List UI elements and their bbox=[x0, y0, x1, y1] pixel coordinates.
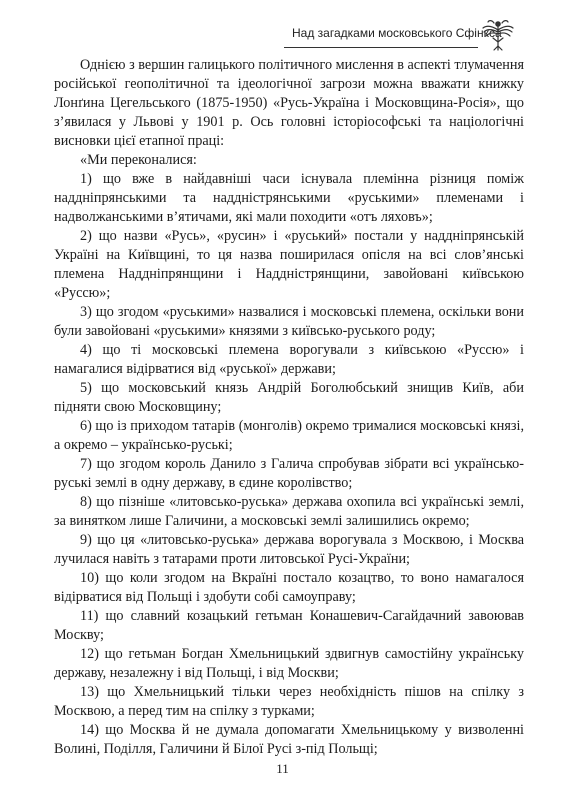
list-item-9: 9) що ця «литовсько-руська» держава ворогувала з Москвою, і Москва лучилася навіть з татарами проти литовської Русі-України; bbox=[54, 532, 524, 567]
list-item-11: 11) що славний козацький гетьман Конашевич-Сагайдачний завоював Москву; bbox=[54, 608, 524, 643]
list-item-12: 12) що гетьман Богдан Хмельницький здвигнув самостійну українську державу, незалежну і від Польщі, і від Москви; bbox=[54, 646, 524, 681]
list-item-3: 3) що згодом «руськими» назвалися і московські племена, оскільки вони були завойовані «руськими» князями з київсько-руського роду; bbox=[54, 304, 524, 339]
running-header bbox=[284, 20, 524, 50]
page-number: 11 bbox=[276, 761, 289, 776]
list-item-14: 14) що Москва й не думала допомагати Хмельницькому у визволенні Волині, Поділля, Галичини й Білої Русі з-під Польщі; bbox=[54, 722, 524, 757]
header-rule bbox=[284, 47, 478, 48]
paragraph-quote-start: «Ми переконалися: bbox=[80, 152, 197, 168]
page-body bbox=[54, 56, 524, 759]
list-item-8: 8) що пізніше «литовсько-руська» держава охопила всі українські землі, за винятком лише Галичини, а московські землі залишились окремо; bbox=[54, 494, 524, 529]
running-header-title: Над загадками московського Сфінкса bbox=[292, 26, 502, 40]
double-headed-eagle-icon bbox=[480, 16, 516, 52]
list-item-1: 1) що вже в найдавніші часи існувала племінна різниця поміж наддніпрянськими та наддністрянськими «руськими» племенами і надволжанськими в’ятичами, які мали походити «отъ ляховъ»; bbox=[54, 171, 524, 225]
list-item-4: 4) що ті московські племена ворогували з київською «Руссю» і намагалися відірватися від «руської» держави; bbox=[54, 342, 524, 377]
list-item-10: 10) що коли згодом на Вкраїні постало козацтво, то воно намагалося відірватися від Польщі і здобути собі самоуправу; bbox=[54, 570, 524, 605]
list-item-6: 6) що із приходом татарів (монголів) окремо трималися московські князі, а окремо – українсько-руські; bbox=[54, 418, 524, 453]
list-item-7: 7) що згодом король Данило з Галича спробував зібрати всі українсько-руські землі в одну державу, в єдине королівство; bbox=[54, 456, 524, 491]
list-item-5: 5) що московський князь Андрій Боголюбський знищив Київ, аби підняти свою Московщину; bbox=[54, 380, 524, 415]
paragraph-intro: Однією з вершин галицького політичного мислення в аспекті тлумачення російської геополітичної та ідеологічної загрози можна вважати книжку Лонґина Цегельського (1875-1950) «Русь-Україна і Московщина-Росія», що з’явилася у Львові у 1901 р. Ось головні історіософські та націологічні висновки цієї етапної праці: bbox=[54, 57, 524, 149]
list-item-13: 13) що Хмельницький тільки через необхідність пішов на спілку з Москвою, а перед тим на спілку з турками; bbox=[54, 684, 524, 719]
list-item-2: 2) що назви «Русь», «русин» і «руський» постали у наддніпрянській Україні на Київщині, то ця назва поширилася опісля на всі слов’янські племена Наддніпрянщини і Наддністрянщини, завойовані київською «Руссю»; bbox=[54, 228, 524, 301]
